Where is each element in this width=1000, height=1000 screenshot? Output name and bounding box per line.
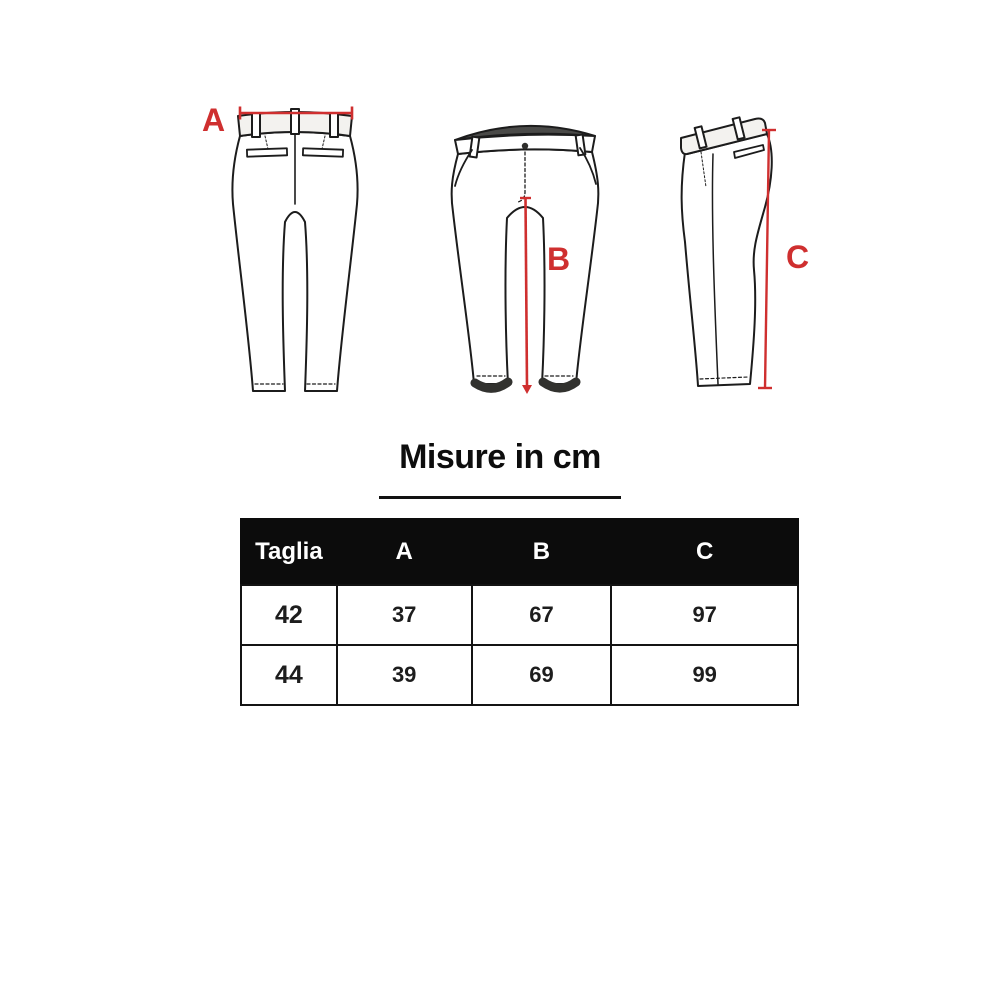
size-chart-title-wrap (0, 438, 1000, 477)
cell-measure-c: 99 (611, 645, 798, 705)
size-table (240, 518, 799, 706)
pants-front-view-drawing (430, 88, 605, 418)
table-row-size-44 (241, 645, 798, 705)
header-cell-c: C (611, 519, 798, 585)
title-underline (379, 496, 621, 499)
cell-size: 44 (241, 645, 337, 705)
measure-label-a: A (202, 102, 226, 138)
measure-label-c: C (786, 239, 810, 275)
table-row-size-42 (241, 585, 798, 645)
table-header-row (241, 519, 798, 585)
belt-loop-icon (576, 135, 586, 156)
header-cell-a: A (337, 519, 472, 585)
header-cell-b: B (472, 519, 612, 585)
belt-loop-icon (330, 113, 338, 137)
measure-line-b (520, 198, 532, 394)
cell-measure-c: 97 (611, 585, 798, 645)
measure-label-b: B (547, 241, 571, 277)
cell-measure-a: 37 (337, 585, 472, 645)
belt-loop-icon (252, 113, 260, 137)
back-pocket-right (303, 148, 343, 156)
cell-measure-a: 39 (337, 645, 472, 705)
pants-side-body (682, 134, 772, 386)
back-pocket-left (247, 148, 287, 156)
belt-loop-icon (470, 137, 480, 158)
cell-size: 42 (241, 585, 337, 645)
waist-button-icon (522, 143, 528, 149)
cell-measure-b: 67 (472, 585, 612, 645)
size-chart-title: Misure in cm (399, 438, 601, 476)
pants-side-view-drawing (655, 92, 805, 412)
cell-measure-b: 69 (472, 645, 612, 705)
header-cell-taglia: Taglia (241, 519, 337, 585)
pants-back-view-drawing (210, 88, 380, 418)
